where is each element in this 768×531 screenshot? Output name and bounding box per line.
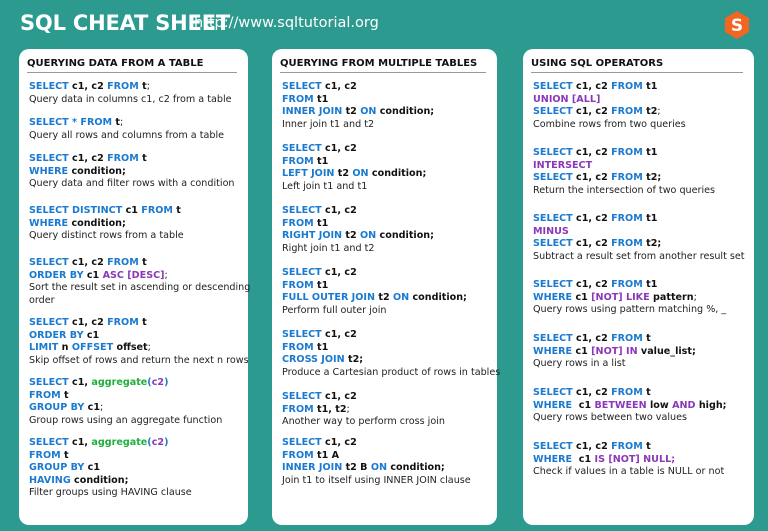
code-token: c1, c2 <box>572 213 612 224</box>
code-token: FROM <box>282 279 314 291</box>
code-token: WHERE <box>533 345 573 357</box>
code-line <box>29 402 222 415</box>
snippet-description: Perform full outer join <box>282 304 387 316</box>
code-line <box>533 147 715 160</box>
code-token: c1, c2 <box>68 153 108 164</box>
code-token: c2 <box>151 377 165 388</box>
code-token: c1 <box>572 345 592 357</box>
code-line <box>282 106 434 119</box>
code-token: FROM <box>282 341 314 353</box>
code-token: t2; <box>642 172 662 183</box>
code-token: t2 <box>342 230 361 241</box>
code-token: aggregate <box>91 437 148 448</box>
code-line <box>533 333 696 346</box>
code-token: condition; <box>409 292 467 303</box>
snippet-description: Query all rows and columns from a table <box>29 129 225 141</box>
code-token: t1 <box>313 341 329 353</box>
code-token: ; <box>657 106 661 117</box>
code-token: SELECT <box>533 213 573 224</box>
snippet-description: Query data and filter rows with a condition <box>29 178 235 189</box>
code-token: t <box>138 81 147 92</box>
snippet-description: Left join t1 and t1 <box>282 180 368 192</box>
code-token: FROM <box>282 217 314 229</box>
code-token: FROM <box>107 81 139 92</box>
snippet-description: Another way to perform cross join <box>282 416 445 427</box>
code-line <box>282 354 500 367</box>
snippet-description: Group rows using an aggregate function <box>29 414 223 426</box>
code-token: t <box>138 317 147 328</box>
code-token: t1 <box>642 279 658 290</box>
code-token: SELECT <box>533 106 573 117</box>
code-token: c1, c2 <box>572 333 612 344</box>
code-token: t1 <box>313 279 329 291</box>
code-token: ON <box>370 462 388 473</box>
code-token: SELECT <box>29 81 69 92</box>
code-token: aggregate <box>91 377 148 388</box>
code-token: t1, t2 <box>313 403 347 415</box>
code-token: GROUP BY <box>29 402 85 413</box>
page-title: SQL CHEAT SHEET <box>20 11 230 35</box>
code-token: n <box>58 342 72 353</box>
code-line <box>282 267 467 280</box>
code-token: c1, c2 <box>572 106 612 117</box>
code-token: ; <box>693 291 697 303</box>
code-token: condition; <box>376 230 434 241</box>
code-token: FROM <box>611 81 643 92</box>
code-token: SELECT <box>29 437 69 448</box>
code-token: c1, <box>68 437 92 448</box>
code-token: ; <box>164 269 168 281</box>
code-token: UNION [ALL] <box>533 93 601 105</box>
code-line <box>29 462 192 475</box>
code-token: t <box>172 205 181 216</box>
code-token: SELECT <box>282 391 322 402</box>
code-token: SELECT <box>29 257 69 268</box>
code-token: c1, c2 <box>321 81 357 92</box>
code-line <box>29 166 235 179</box>
code-token: FROM <box>282 449 314 461</box>
code-line <box>282 404 445 417</box>
code-token: FROM <box>282 93 314 105</box>
panel-heading: QUERYING DATA FROM A TABLE <box>27 58 237 73</box>
code-token: FROM <box>282 155 314 167</box>
code-token: LEFT JOIN <box>282 168 335 179</box>
code-token: FROM <box>611 441 643 452</box>
code-token: SELECT <box>533 333 573 344</box>
code-token: FROM <box>611 238 643 249</box>
code-token: t <box>138 257 147 268</box>
code-token: c1 <box>572 399 595 411</box>
code-token: ( <box>147 437 152 448</box>
code-line <box>29 218 184 231</box>
code-token: t1 <box>313 217 329 229</box>
code-token: SELECT <box>29 317 69 328</box>
code-line <box>282 168 426 181</box>
code-token: MINUS <box>533 225 569 237</box>
code-token: t2 B <box>342 462 371 473</box>
code-token: c1, c2 <box>321 143 357 154</box>
code-token: WHERE <box>533 453 573 465</box>
code-token: c1, c2 <box>321 329 357 340</box>
snippet-description: Combine rows from two queries <box>533 118 686 130</box>
svg-text:S: S <box>730 16 744 36</box>
code-token: t1 <box>642 147 658 158</box>
code-token: FROM <box>141 205 173 216</box>
code-token: FROM <box>611 387 643 398</box>
code-token: FROM <box>282 403 314 415</box>
code-line <box>533 160 715 173</box>
snippet-description: Query data in columns c1, c2 from a table <box>29 93 232 105</box>
code-line <box>29 270 250 283</box>
code-token: SELECT <box>282 329 322 340</box>
code-token: WHERE <box>29 165 69 177</box>
code-token: WHERE <box>533 399 573 411</box>
snippet-description: Produce a Cartesian product of rows in tables <box>282 366 501 378</box>
sql-snippet <box>29 205 184 243</box>
code-token: t2 <box>642 106 658 117</box>
code-token: t <box>112 117 120 128</box>
sql-snippet <box>282 143 426 193</box>
code-token: [NOT] LIKE <box>591 291 650 303</box>
code-token: SELECT <box>533 238 573 249</box>
code-line <box>533 81 686 94</box>
sql-snippet <box>533 147 715 197</box>
code-token: SELECT <box>533 279 573 290</box>
code-token: ON <box>352 168 369 179</box>
code-token: ORDER BY <box>29 329 84 341</box>
code-line <box>282 450 471 463</box>
code-token: t2 <box>375 292 393 303</box>
code-token: c1, c2 <box>572 238 612 249</box>
code-token: c1, c2 <box>321 267 357 278</box>
code-token: LIMIT <box>29 342 59 353</box>
code-token: c1 <box>84 462 101 473</box>
code-token: high; <box>695 399 727 411</box>
snippet-description: Return the intersection of two queries <box>533 184 716 196</box>
code-line <box>533 454 724 467</box>
code-token: t <box>138 153 147 164</box>
code-token: c1, c2 <box>572 387 612 398</box>
code-token: ) <box>164 377 169 388</box>
code-token: t2; <box>344 354 364 365</box>
code-token: condition; <box>376 106 435 117</box>
code-token: t1 <box>313 93 329 105</box>
code-token: ORDER BY <box>29 269 84 281</box>
code-token: GROUP BY <box>29 462 85 473</box>
snippet-description: Sort the result set in ascending or descending order <box>29 282 251 306</box>
code-line <box>282 156 426 169</box>
code-token: ; <box>100 402 104 413</box>
code-token: offset <box>113 342 148 353</box>
code-line <box>282 329 500 342</box>
code-line <box>533 279 726 292</box>
code-line <box>29 377 222 390</box>
snippet-description: Skip offset of rows and return the next n rows <box>29 354 249 366</box>
code-line <box>282 437 471 450</box>
code-line <box>533 292 726 305</box>
sql-snippet <box>29 437 192 500</box>
sql-snippet <box>29 317 249 367</box>
sql-snippet <box>29 117 224 142</box>
code-line <box>282 218 434 231</box>
code-line <box>533 400 727 413</box>
code-token: FULL OUTER JOIN <box>282 292 376 303</box>
code-token: c1, c2 <box>572 172 612 183</box>
code-token: c1, c2 <box>321 205 357 216</box>
code-token: FROM <box>611 213 643 224</box>
code-token: t <box>60 389 69 401</box>
code-token: t <box>642 333 651 344</box>
code-token: condition; <box>387 462 445 473</box>
code-token: FROM <box>107 257 139 268</box>
code-token: SELECT <box>282 205 322 216</box>
code-token: c1 <box>122 205 142 216</box>
code-token: ; <box>120 117 124 128</box>
sql-snippet <box>282 267 467 317</box>
code-token: condition; <box>368 168 427 179</box>
code-token: FROM <box>29 449 61 461</box>
code-line <box>282 462 471 475</box>
code-token: condition; <box>68 217 126 229</box>
code-token: WHERE <box>29 217 69 229</box>
code-line <box>533 387 727 400</box>
code-token: HAVING <box>29 474 71 486</box>
code-token: SELECT <box>29 153 69 164</box>
snippet-description: Query rows using pattern matching %, _ <box>533 304 727 315</box>
code-token: SELECT <box>533 387 573 398</box>
code-token: FROM <box>107 317 139 328</box>
code-token: FROM <box>611 106 643 117</box>
code-line <box>533 441 724 454</box>
code-token: low <box>646 399 673 411</box>
code-token: t1 <box>642 81 658 92</box>
code-token: t1 <box>313 155 329 167</box>
snippet-description: Subtract a result set from another result set <box>533 250 745 262</box>
code-line <box>282 205 434 218</box>
code-line <box>533 346 696 359</box>
snippet-description: Join t1 to itself using INNER JOIN clause <box>282 474 471 486</box>
code-token: ; <box>346 403 350 415</box>
code-token: SELECT <box>282 437 322 448</box>
code-line <box>29 342 249 355</box>
snippet-description: Query rows in a list <box>533 358 626 369</box>
code-line <box>533 238 745 251</box>
code-line <box>533 94 686 107</box>
code-token: c1, <box>68 377 92 388</box>
sql-snippet <box>282 81 434 131</box>
sql-snippet <box>533 333 696 371</box>
snippet-description: Query distinct rows from a table <box>29 230 184 241</box>
code-token: ) <box>164 437 169 448</box>
panel-heading: QUERYING FROM MULTIPLE TABLES <box>280 58 486 73</box>
code-line <box>29 450 192 463</box>
sql-snippet <box>29 81 232 106</box>
code-token: INNER JOIN <box>282 106 343 117</box>
code-line <box>29 317 249 330</box>
code-token: t <box>642 441 651 452</box>
code-token: IS [NOT] NULL; <box>594 453 676 465</box>
code-token: SELECT <box>533 172 573 183</box>
code-line <box>533 213 745 226</box>
code-token: c1, c2 <box>572 81 612 92</box>
code-token: OFFSET <box>71 342 114 353</box>
sql-snippet <box>282 205 434 255</box>
code-line <box>282 280 467 293</box>
snippet-description: Check if values in a table is NULL or not <box>533 466 725 477</box>
code-token: INNER JOIN <box>282 462 343 473</box>
code-token: condition; <box>70 474 129 486</box>
code-token: t <box>642 387 651 398</box>
code-token: c1, c2 <box>321 437 357 448</box>
sql-snippet <box>533 387 727 425</box>
panel-heading: USING SQL OPERATORS <box>531 58 743 73</box>
code-token: c1, c2 <box>572 441 612 452</box>
code-token: c1 <box>83 269 103 281</box>
panel-sql-operators <box>523 49 754 525</box>
code-token: ; <box>147 342 151 353</box>
code-line <box>282 391 445 404</box>
sql-snippet <box>29 377 222 427</box>
site-url[interactable]: http://www.sqltutorial.org <box>194 15 379 31</box>
sqltutorial-logo-icon <box>723 10 751 40</box>
code-token: ASC [DESC] <box>102 269 165 281</box>
sql-snippet <box>533 279 726 317</box>
code-token: t2; <box>642 238 662 249</box>
code-token: c1, c2 <box>572 279 612 290</box>
code-token: c1, c2 <box>572 147 612 158</box>
code-token: c1, c2 <box>68 257 108 268</box>
sql-snippet <box>29 257 250 307</box>
code-token: t <box>60 449 69 461</box>
code-token: c1, c2 <box>68 81 108 92</box>
code-token: c1 <box>572 291 592 303</box>
code-token: ON <box>360 230 377 241</box>
code-line <box>29 153 235 166</box>
snippet-description: Filter groups using HAVING clause <box>29 487 192 498</box>
code-token: SELECT DISTINCT <box>29 205 123 216</box>
code-token: FROM <box>611 333 643 344</box>
sql-snippet <box>533 81 686 131</box>
code-token: pattern <box>649 291 694 303</box>
code-token: c1, c2 <box>321 391 357 402</box>
code-token: t1 <box>642 213 658 224</box>
snippet-description: Right join t1 and t2 <box>282 242 375 254</box>
code-token: condition; <box>68 165 126 177</box>
sql-snippet <box>533 213 745 263</box>
sql-snippet <box>282 437 471 487</box>
code-line <box>282 292 467 305</box>
code-token: t2 <box>334 168 353 179</box>
code-token: c1, c2 <box>68 317 108 328</box>
code-token: t2 <box>342 106 361 117</box>
code-line <box>533 106 686 119</box>
code-token: SELECT <box>282 143 322 154</box>
code-token: ; <box>146 81 150 92</box>
code-token: FROM <box>611 279 643 290</box>
code-line <box>282 230 434 243</box>
code-token: SELECT <box>282 81 322 92</box>
code-line <box>29 330 249 343</box>
code-token: t1 A <box>313 449 340 461</box>
code-token: WHERE <box>533 291 573 303</box>
code-token: SELECT * FROM <box>29 117 113 128</box>
code-token: value_list; <box>637 345 696 357</box>
snippet-description: Query rows between two values <box>533 412 687 423</box>
code-line <box>533 226 745 239</box>
sql-snippet <box>282 329 500 379</box>
code-line <box>533 172 715 185</box>
code-token: FROM <box>611 147 643 158</box>
code-token: c1 <box>84 402 101 413</box>
code-token: SELECT <box>282 267 322 278</box>
code-token: FROM <box>107 153 139 164</box>
sql-snippet <box>29 153 235 191</box>
code-line <box>29 205 184 218</box>
code-line <box>282 342 500 355</box>
code-token: RIGHT JOIN <box>282 230 343 241</box>
code-line <box>282 81 434 94</box>
code-token: c1 <box>572 453 595 465</box>
code-line <box>29 390 222 403</box>
code-line <box>29 437 192 450</box>
code-token: SELECT <box>533 147 573 158</box>
code-token: BETWEEN <box>594 399 647 411</box>
code-line <box>29 475 192 488</box>
code-token: ( <box>147 377 152 388</box>
code-token: [NOT] IN <box>591 345 638 357</box>
code-line <box>29 117 224 130</box>
sql-snippet <box>282 391 445 429</box>
code-token: INTERSECT <box>533 159 593 171</box>
code-token: FROM <box>611 172 643 183</box>
snippet-description: Inner join t1 and t2 <box>282 118 375 130</box>
code-token: SELECT <box>533 81 573 92</box>
code-token: CROSS JOIN <box>282 354 345 365</box>
code-token: FROM <box>29 389 61 401</box>
code-line <box>29 257 250 270</box>
code-token: ON <box>392 292 410 303</box>
code-line <box>282 94 434 107</box>
code-line <box>29 81 232 94</box>
code-line <box>282 143 426 156</box>
panel-querying-multiple-tables <box>272 49 501 525</box>
code-token: SELECT <box>29 377 69 388</box>
code-token: c1 <box>83 329 100 341</box>
sql-snippet <box>533 441 724 479</box>
panel-querying-single-table <box>19 49 251 525</box>
code-token: SELECT <box>533 441 573 452</box>
code-token: AND <box>672 399 696 411</box>
code-token: ON <box>360 106 377 117</box>
header <box>0 0 768 50</box>
code-token: c2 <box>151 437 165 448</box>
